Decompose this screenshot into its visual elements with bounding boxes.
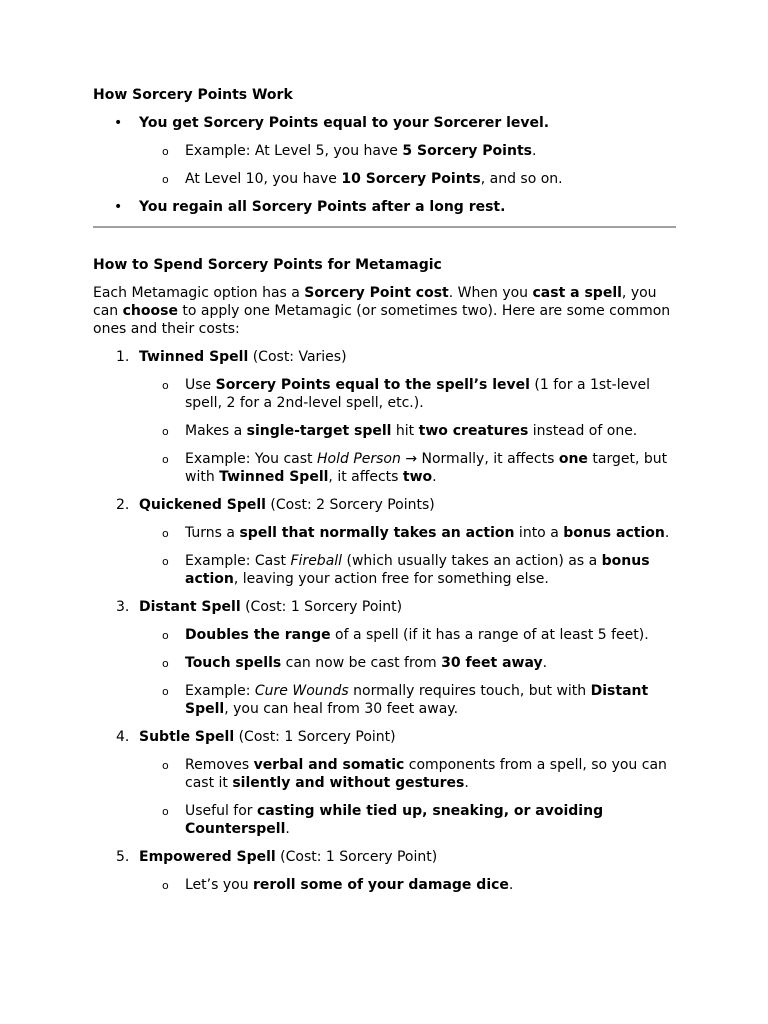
metamagic-item xyxy=(93,598,676,718)
list-item: o Use Sorcery Points equal to the spell’s level (1 for a 1st-level spell, 2 for a 2nd-level spell, etc.). xyxy=(139,376,676,412)
list-item xyxy=(93,198,676,216)
intro-paragraph: Each Metamagic option has a Sorcery Point cost. When you cast a spell, you can choose to apply one Metamagic (or sometimes two). Here are some common ones and their costs: xyxy=(93,285,671,337)
item-number: 5. xyxy=(116,849,130,865)
sub-list xyxy=(139,756,676,838)
item-number: 1. xyxy=(116,349,130,365)
sub-list xyxy=(139,142,676,188)
metamagic-item xyxy=(93,496,676,588)
list-item: o Makes a single-target spell hit two creatures instead of one. xyxy=(139,422,676,440)
metamagic-cost: (Cost: Varies) xyxy=(248,349,347,365)
metamagic-cost: (Cost: 1 Sorcery Point) xyxy=(234,729,396,745)
list-item: o Turns a spell that normally takes an action into a bonus action. xyxy=(139,524,676,542)
list-item: o Example: At Level 5, you have 5 Sorcery Points. xyxy=(139,142,676,160)
item-number: 3. xyxy=(116,599,130,615)
item-number: 2. xyxy=(116,497,130,513)
list-item: o Example: Cast Fireball (which usually takes an action) as a bonus action, leaving your action free for something else. xyxy=(139,552,676,588)
list-item: o Touch spells can now be cast from 30 feet away. xyxy=(139,654,676,672)
metamagic-name: Quickened Spell xyxy=(139,497,266,513)
section-heading-sorcery-points: How Sorcery Points Work xyxy=(93,87,293,103)
metamagic-name: Subtle Spell xyxy=(139,729,235,745)
metamagic-cost: (Cost: 2 Sorcery Points) xyxy=(265,497,435,513)
sub-list xyxy=(139,524,676,588)
sub-list xyxy=(139,376,676,486)
metamagic-cost: (Cost: 1 Sorcery Point) xyxy=(240,599,403,615)
metamagic-item xyxy=(93,848,676,894)
metamagic-name: Empowered Spell xyxy=(139,849,276,865)
metamagic-cost: (Cost: 1 Sorcery Point) xyxy=(275,849,438,865)
list-item: o Let’s you reroll some of your damage dice. xyxy=(139,876,676,894)
list-item: o Example: You cast Hold Person → Normally, it affects one target, but with Twinned Spell, it affects two. xyxy=(139,450,676,486)
sub-list xyxy=(139,876,676,894)
metamagic-item xyxy=(93,348,676,486)
list-item: o Doubles the range of a spell (if it has a range of at least 5 feet). xyxy=(139,626,676,644)
item-number: 4. xyxy=(116,729,130,745)
metamagic-name: Twinned Spell xyxy=(139,349,249,365)
document-page xyxy=(93,86,676,904)
list-item: o Example: Cure Wounds normally requires touch, but with Distant Spell, you can heal from 30 feet away. xyxy=(139,682,676,718)
metamagic-name: Distant Spell xyxy=(139,599,241,615)
bullet-text: You regain all Sorcery Points after a long rest. xyxy=(139,199,506,215)
section-heading-metamagic: How to Spend Sorcery Points for Metamagic xyxy=(93,257,442,273)
list-item xyxy=(93,114,676,188)
bullet-list xyxy=(93,114,676,216)
bullet-text: You get Sorcery Points equal to your Sorcerer level. xyxy=(139,115,550,131)
list-item: o Removes verbal and somatic components from a spell, so you can cast it silently and without gestures. xyxy=(139,756,676,792)
list-item: o At Level 10, you have 10 Sorcery Points, and so on. xyxy=(139,170,676,188)
horizontal-divider xyxy=(93,226,676,228)
list-item: o Useful for casting while tied up, sneaking, or avoiding Counterspell. xyxy=(139,802,676,838)
sub-list xyxy=(139,626,676,718)
metamagic-list xyxy=(93,348,676,894)
metamagic-item xyxy=(93,728,676,838)
